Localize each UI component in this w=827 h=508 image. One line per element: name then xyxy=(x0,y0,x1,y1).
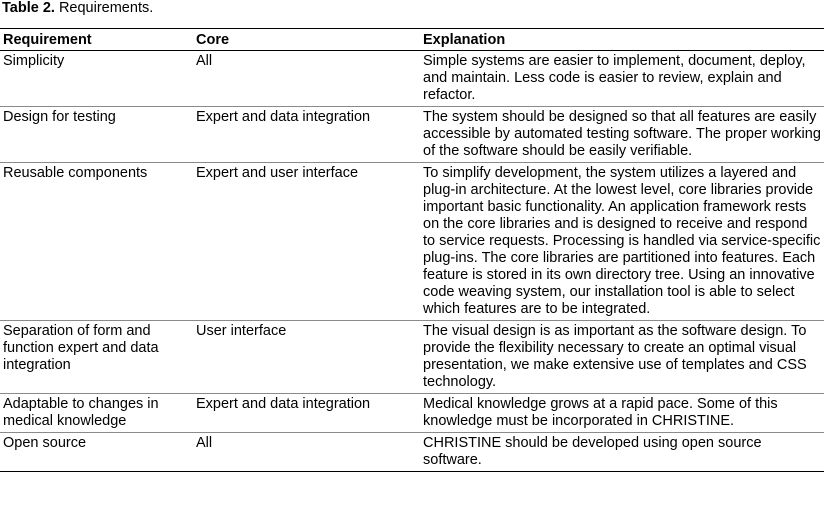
header-core: Core xyxy=(196,32,230,48)
cell-core: All xyxy=(196,435,213,451)
table-caption-label: Table 2. xyxy=(2,0,55,16)
requirements-table-container xyxy=(0,28,824,472)
cell-requirement: Open source xyxy=(3,435,87,451)
cell-explanation: Medical knowledge grows at a rapid pace. Some of this knowledge must be incorporated in CHRISTINE. xyxy=(423,396,778,429)
header-requirement: Requirement xyxy=(3,32,92,48)
cell-explanation: Simple systems are easier to implement, document, deploy, and maintain. Less code is easier to review, explain and refactor. xyxy=(423,53,806,103)
cell-requirement: Reusable components xyxy=(3,165,148,181)
table-header xyxy=(0,29,824,51)
requirements-table xyxy=(0,28,824,472)
cell-explanation: CHRISTINE should be developed using open source software. xyxy=(423,435,762,468)
cell-core: User interface xyxy=(196,323,287,339)
cell-core: Expert and user interface xyxy=(196,165,359,181)
table-caption xyxy=(2,0,153,17)
cell-core: Expert and data integration xyxy=(196,109,371,125)
table-row xyxy=(0,163,824,321)
cell-explanation: The visual design is as important as the software design. To provide the flexibility necessary to create an optimal visual presentation, we make extensive use of templates and CSS technology. xyxy=(423,323,807,390)
cell-requirement: Adaptable to changes in medical knowledge xyxy=(3,396,159,429)
table-row xyxy=(0,321,824,394)
cell-requirement: Separation of form and function expert and data integration xyxy=(3,323,159,373)
table-row xyxy=(0,394,824,433)
header-explanation: Explanation xyxy=(423,32,506,48)
cell-explanation: To simplify development, the system utilizes a layered and plug-in architecture. At the lowest level, core libraries provide important basic functionality. An application framework rests on the core libraries and is designed to receive and respond to service requests. Processing is handled via service-specific plug-ins. The core libraries are partitioned into features. Each feature is stored in its own directory tree. Using an innovative code weaving system, our installation tool is able to select which features are to be integrated. xyxy=(423,165,821,317)
table-body xyxy=(0,51,824,472)
cell-core: Expert and data integration xyxy=(196,396,371,412)
header-row xyxy=(0,29,824,51)
cell-explanation: The system should be designed so that all features are easily accessible by automated testing software. The proper working of the software should be easily verifiable. xyxy=(423,109,821,159)
cell-requirement: Design for testing xyxy=(3,109,116,125)
cell-requirement: Simplicity xyxy=(3,53,65,69)
cell-core: All xyxy=(196,53,213,69)
table-row xyxy=(0,433,824,472)
table-caption-title: Requirements. xyxy=(58,0,154,16)
table-row xyxy=(0,107,824,163)
table-row xyxy=(0,51,824,107)
